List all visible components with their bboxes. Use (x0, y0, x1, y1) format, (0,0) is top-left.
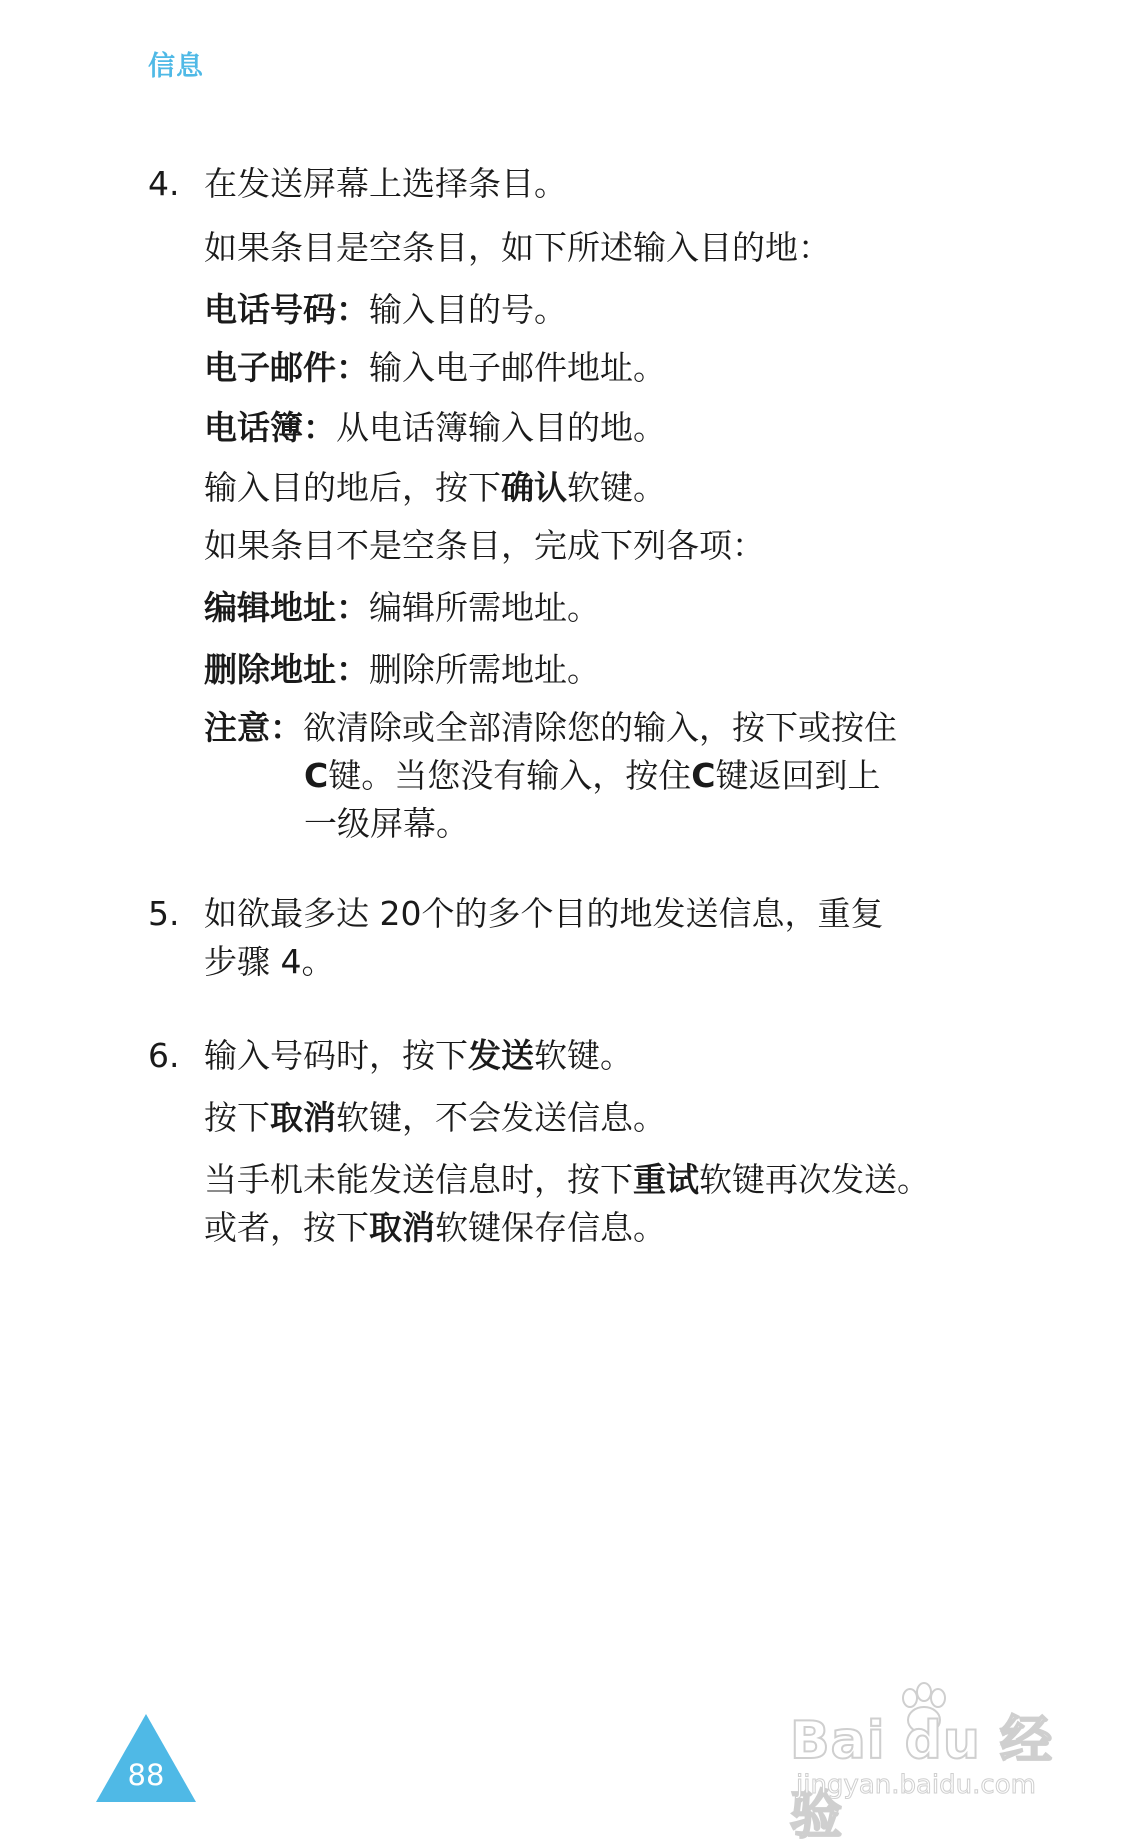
step-number: 4. (148, 164, 180, 203)
nonempty-entry-intro: 如果条目不是空条目，完成下列各项： (204, 526, 765, 565)
cancel-instruction: 按下取消软键，不会发送信息。 (204, 1098, 666, 1137)
note-label: 注意： (204, 708, 303, 747)
step-4 (148, 160, 948, 208)
option-phonebook: 电话簿：从电话簿输入目的地。 (204, 408, 666, 447)
option-edit-address: 编辑地址：编辑所需地址。 (204, 588, 600, 627)
section-header: 信息 (148, 51, 204, 82)
confirm-instruction: 输入目的地后，按下确认软键。 (204, 468, 666, 507)
watermark-logo: Bai du 经验 (790, 1711, 1053, 1846)
instructions (148, 160, 948, 1252)
step-number: 5. (148, 894, 180, 933)
step-text: 在发送屏幕上选择条目。 (204, 164, 567, 203)
watermark-url: jingyan.baidu.com (796, 1770, 1036, 1800)
empty-entry-intro: 如果条目是空条目，如下所述输入目的地： (204, 228, 831, 267)
page-number-badge (96, 1714, 196, 1802)
note: 注意：欲清除或全部清除您的输入，按下或按住 C键。当您没有输入，按住C键返回到上 一级屏幕。 (204, 708, 897, 843)
step-6: 6. 输入号码时，按下发送软键。 (148, 1032, 948, 1080)
watermark (790, 1680, 1070, 1846)
step-5: 5. 如欲最多达 20个的多个目的地发送信息，重复 步骤 4。 (148, 890, 948, 986)
page-number: 88 (127, 1758, 165, 1792)
option-email: 电子邮件：输入电子邮件地址。 (204, 348, 666, 387)
retry-instruction: 当手机未能发送信息时，按下重试软键再次发送。 或者，按下取消软键保存信息。 (204, 1160, 930, 1247)
option-phone-number: 电话号码：输入目的号。 (204, 290, 567, 329)
step-number: 6. (148, 1036, 180, 1075)
option-delete-address: 删除地址：删除所需地址。 (204, 650, 600, 689)
